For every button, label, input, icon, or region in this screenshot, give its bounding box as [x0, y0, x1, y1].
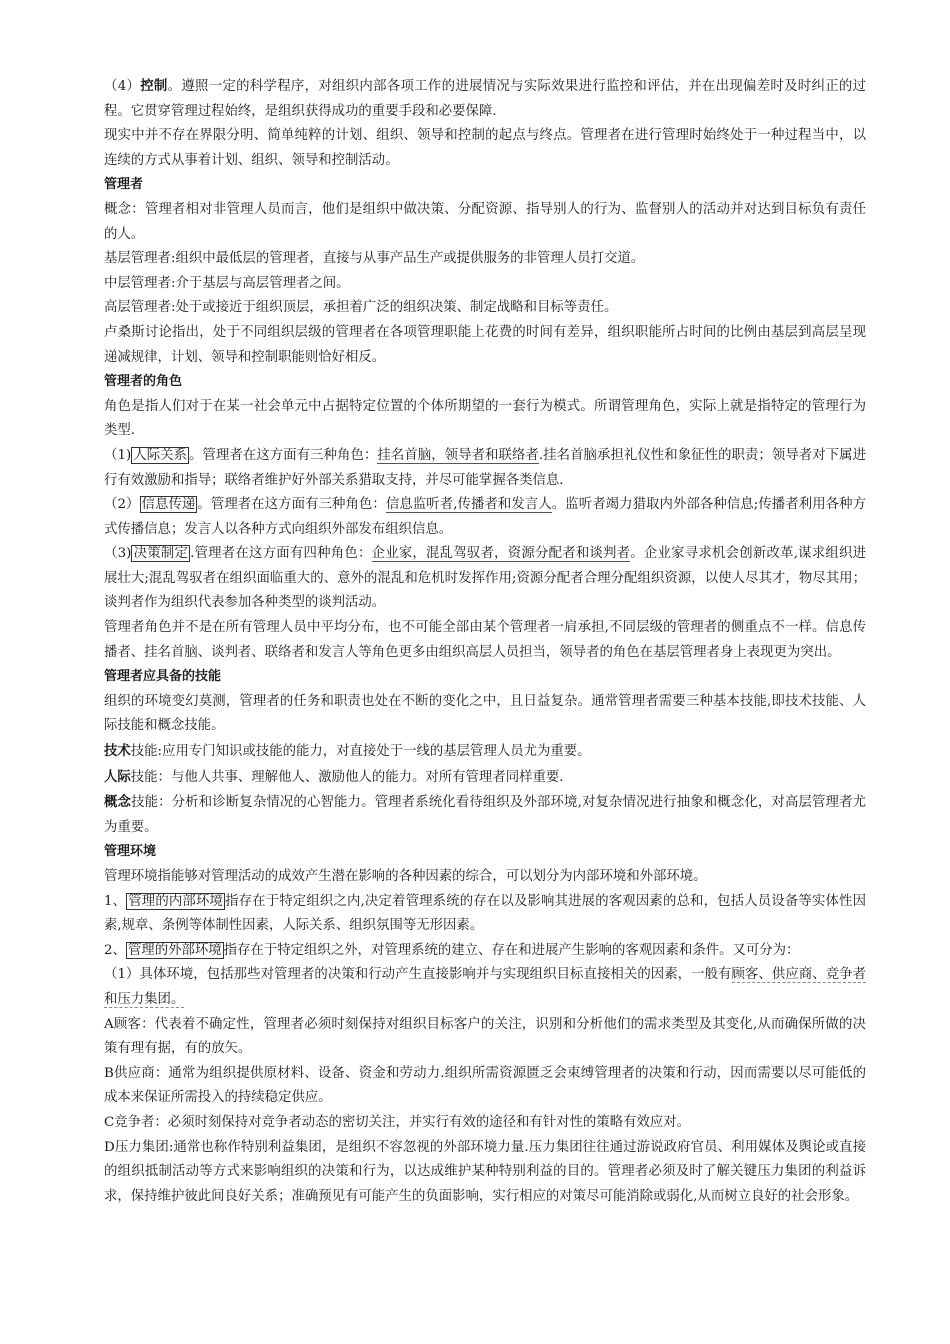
control-text: 。遵照一定的科学程序，对组织内部各项工作的进展情况与实际效果进行监控和评估，并在出现偏差时及时纠正的过程。它贯穿管理过程始终，是组织获得成功的重要手段和必要保障. [104, 79, 866, 119]
suppliers-paragraph: B供应商：通常为组织提供原材料、设备、资金和劳动力.组织所需资源匮乏会束缚管理者的决策和行动，因而需要以尽可能低的成本来保证所需投入的持续稳定供应。 [104, 1065, 866, 1106]
role-informational: （2） 信息传递 。管理者在这方面有三种角色：信息监听者,传播者和发言人。监听者竭力猎取内外部各种信息;传播者利用各种方式传播信息；发言人以各种方式向组织外部发布组织信息。 [104, 497, 866, 537]
middle-managers: 中层管理者:介于基层与高层管理者之间。 [104, 275, 350, 291]
specific-environment: （1）具体环境，包括那些对管理者的决策和行动产生直接影响并与实现组织目标直接相关的因素，一般有顾客、供应商、竞争者和压力集团。 [104, 967, 866, 1007]
document-body [104, 74, 866, 1209]
skill-interpersonal: 人际技能：与他人共事、理解他人、激励他人的能力。对所有管理者同样重要. [104, 768, 564, 785]
boxed-term-informational: 信息传递 [141, 497, 196, 513]
skill-technical: 技术技能:应用专门知识或技能的能力，对直接处于一线的基层管理人员尤为重要。 [104, 743, 591, 760]
top-managers: 高层管理者:处于或接近于组织顶层，承担着广泛的组织决策、制定战略和目标等责任。 [104, 300, 618, 316]
role-interpersonal: （1) 人际关系 。管理者在这方面有三种角色：挂名首脑，领导者和联络者.挂名首脑承担礼仪性和象征性的职责；领导者对下属进行有效激励和指导；联络者维护好外部关系猎取支持，并尽可能掌握各类信息. [104, 447, 866, 488]
underlined-roles: 企业家，混乱驾驭者，资源分配者和谈判者 [371, 546, 631, 562]
pressure-groups-paragraph: D压力集团:通常也称作特别利益集团，是组织不容忽视的外部环境力量.压力集团往往通过游说政府官员、利用媒体及舆论或直接的组织抵制活动等方式来影响组织的决策和行为，以达成维护某种特别利益的目的。管理者必须及时了解关键压力集团的利益诉求，保持维护彼此间良好关系；准确预见有可能产生的负面影响，实行相应的对策尽可能消除或弱化,从而树立良好的社会形象。 [104, 1139, 866, 1204]
roles-summary: 管理者角色并不是在所有管理人员中平均分布，也不可能全部由某个管理者一肩承担,不同层级的管理者的侧重点不一样。信息传播者、挂名首脑、谈判者、联络者和发言人等角色更多由组织高层人员担当，领导者的角色在基层管理者身上表现更为突出。 [104, 620, 866, 660]
boxed-term-decisional: 决策制定 [133, 546, 189, 562]
luthans-paragraph: 卢桑斯讨论指出，处于不同组织层级的管理者在各项管理职能上花费的时间有差异，组织职能所占时间的比例由基层到高层呈现递减规律，计划、领导和控制职能则恰好相反。 [104, 324, 866, 365]
skill-conceptual: 概念技能：分析和诊断复杂情况的心智能力。管理者系统化看待组织及外部环境,对复杂情况进行抽象和概念化，对高层管理者尤为重要。 [104, 794, 866, 835]
heading-environment: 管理环境 [104, 844, 157, 860]
basic-managers: 基层管理者:组织中最低层的管理者，直接与从事产品生产或提供服务的非管理人员打交道。 [104, 251, 645, 267]
customers-paragraph: A顾客：代表着不确定性，管理者必须时刻保持对组织目标客户的关注，识别和分析他们的需求类型及其变化,从而确保所做的决策有理有据，有的放矢。 [104, 1016, 866, 1057]
environment-intro: 管理环境指能够对管理活动的成效产生潜在影响的各种因素的综合，可以划分为内部环境和外部环境。 [104, 869, 707, 884]
control-paragraph [104, 74, 866, 124]
reality-paragraph: 现实中并不存在界限分明、简单纯粹的计划、组织、领导和控制的起点与终点。管理者在进行管理时始终处于一种过程当中，以连续的方式从事着计划、组织、领导和控制活动。 [104, 128, 866, 168]
boxed-term-interpersonal: 人际关系 [133, 447, 188, 463]
heading-skills: 管理者应具备的技能 [104, 669, 222, 685]
external-environment: 2、 管理的外部环境 指存在于特定组织之外，对管理系统的建立、存在和进展产生影响的客观因素和条件。又可分为： [104, 942, 800, 958]
role-decisional: （3) 决策制定 .管理者在这方面有四种角色：企业家，混乱驾驭者，资源分配者和谈判者。企业家寻求机会创新改革,谋求组织进展壮大;混乱驾驭者在组织面临重大的、意外的混乱和危机时发挥作用;资源分配者合理分配组织资源，以使人尽其才，物尽其用；谈判者作为组织代表参加各种类型的谈判活动。 [104, 546, 867, 611]
internal-environment: 1、 管理的内部环境 指存在于特定组织之内,决定着管理系统的存在以及影响其进展的客观因素的总和，包括人员设备等实体性因素,规章、条例等体制性因素，人际关系、组织氛围等无形因素。 [104, 893, 866, 934]
roles-intro: 角色是指人们对于在某一社会单元中占据特定位置的个体所期望的一套行为模式。所谓管理角色，实际上就是指特定的管理行为类型. [104, 398, 866, 439]
item-number: （4） [104, 79, 141, 94]
boxed-term-external: 管理的外部环境 [127, 942, 222, 958]
skills-intro: 组织的环境变幻莫测，管理者的任务和职责也处在不断的变化之中，且日益复杂。通常管理者需要三种基本技能,即技术技能、人际技能和概念技能。 [104, 693, 866, 734]
competitors-paragraph: C竞争者：必须时刻保持对竞争者动态的密切关注，并实行有效的途径和有针对性的策略有效应对。 [104, 1114, 691, 1130]
heading-roles: 管理者的角色 [104, 374, 183, 390]
underlined-roles: 信息监听者,传播者和发言人 [385, 497, 552, 513]
underlined-roles: 挂名首脑，领导者和联络者 [377, 447, 539, 463]
boxed-term-internal: 管理的内部环境 [128, 893, 224, 909]
heading-managers: 管理者 [104, 177, 144, 193]
managers-concept: 概念：管理者相对非管理人员而言，他们是组织中做决策、分配资源、指导别人的行为、监督别人的活动并对达到目标负有责任的人。 [104, 201, 866, 242]
dotted-underline-list: 顾客、供应商、竞争者和压力集团。 [104, 967, 866, 1007]
term-control: 控制 [140, 78, 168, 94]
